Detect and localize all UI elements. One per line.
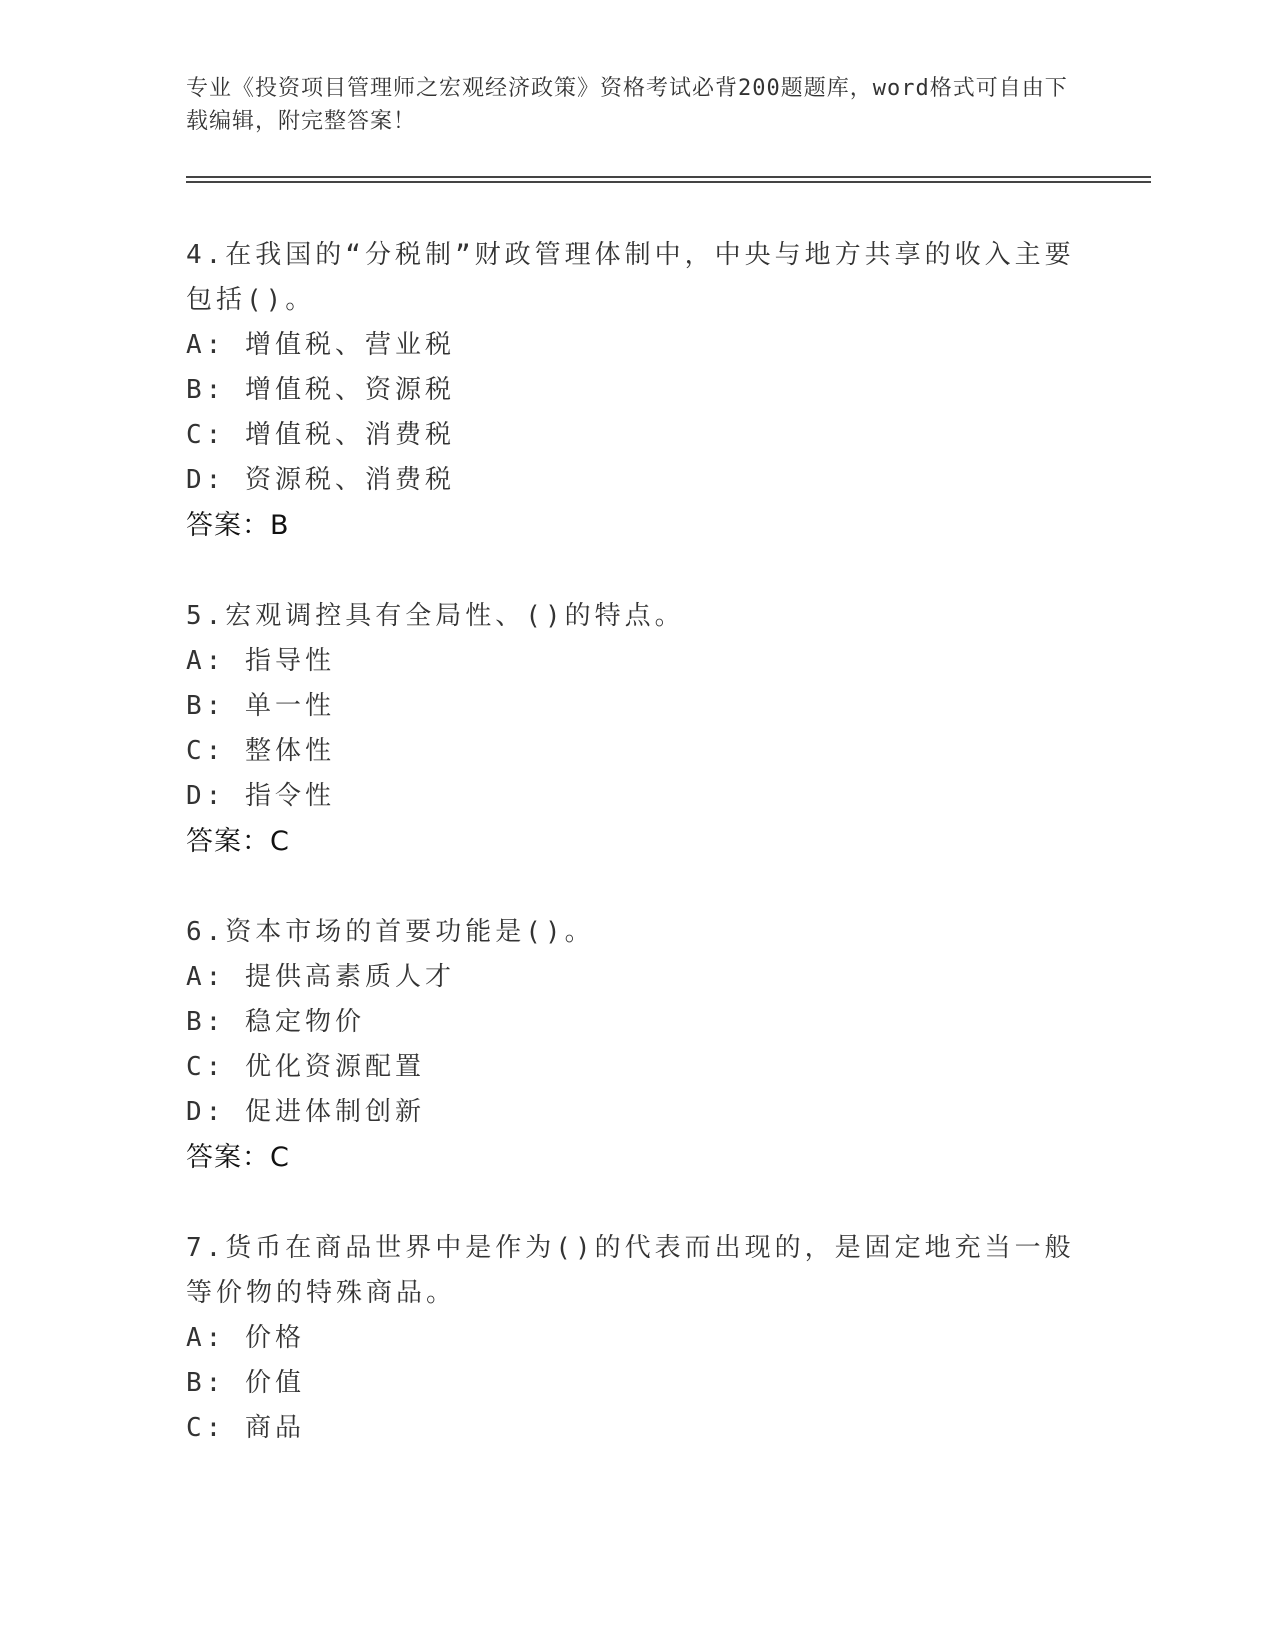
option-a: A: 指导性 (186, 646, 335, 676)
question-list (186, 233, 1086, 1497)
header-divider-bottom (186, 181, 1151, 183)
option-d: D: 促进体制创新 (186, 1097, 425, 1127)
option-b: B: 稳定物价 (186, 1007, 365, 1037)
question-6 (186, 910, 1086, 1180)
question-text: 4.在我国的“分税制”财政管理体制中，中央与地方共享的收入主要包括()。 (186, 240, 1075, 315)
header-divider-top (186, 176, 1151, 178)
option-c: C: 整体性 (186, 736, 335, 766)
question-text: 6.资本市场的首要功能是()。 (186, 917, 595, 947)
option-c: C: 优化资源配置 (186, 1052, 425, 1082)
option-b: B: 增值税、资源税 (186, 375, 455, 405)
option-c: C: 商品 (186, 1413, 305, 1443)
option-d: D: 指令性 (186, 781, 335, 811)
question-7 (186, 1226, 1086, 1451)
option-b: B: 价值 (186, 1368, 305, 1398)
option-d: D: 资源税、消费税 (186, 465, 455, 495)
question-text: 7.货币在商品世界中是作为()的代表而出现的，是固定地充当一般等价物的特殊商品。 (186, 1233, 1075, 1308)
option-c: C: 增值税、消费税 (186, 420, 455, 450)
option-b: B: 单一性 (186, 691, 335, 721)
option-a: A: 增值税、营业税 (186, 330, 455, 360)
question-4 (186, 233, 1086, 548)
answer: 答案：B (186, 510, 290, 541)
answer: 答案：C (186, 826, 290, 857)
question-5 (186, 594, 1086, 864)
option-a: A: 价格 (186, 1323, 305, 1353)
option-a: A: 提供高素质人才 (186, 962, 455, 992)
document-header: 专业《投资项目管理师之宏观经济政策》资格考试必背200题题库，word格式可自由下载编辑，附完整答案！ (186, 76, 1068, 134)
question-text: 5.宏观调控具有全局性、()的特点。 (186, 601, 685, 631)
answer: 答案：C (186, 1142, 290, 1173)
